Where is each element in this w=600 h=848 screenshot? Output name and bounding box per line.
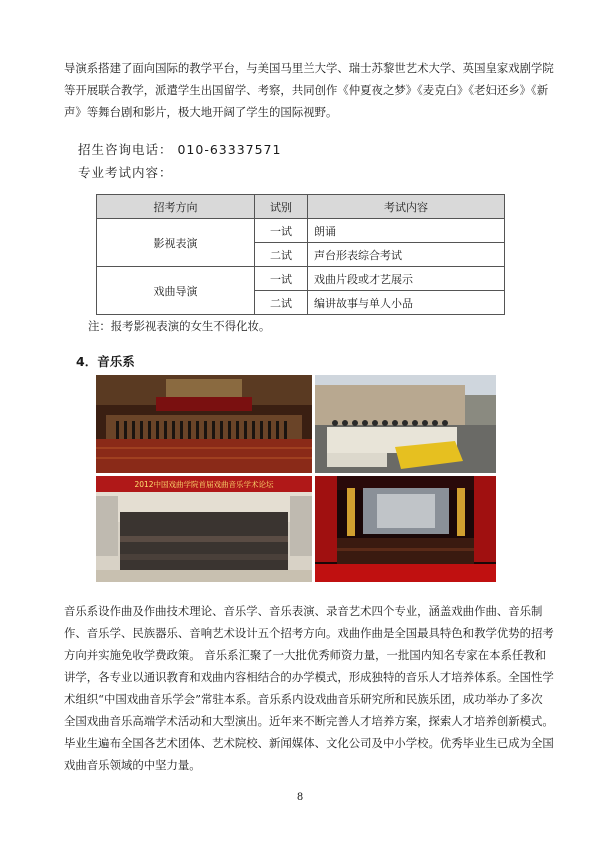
- section-title: 4．音乐系: [76, 354, 135, 369]
- round-cell: 二试: [255, 291, 308, 315]
- column-header: 招考方向: [97, 195, 255, 219]
- exam-content-heading: 专业考试内容：: [78, 165, 173, 180]
- table-header-row: [97, 195, 505, 219]
- forum-banner-text: 2012中国戏曲学院首届戏曲音乐学术论坛: [134, 480, 274, 489]
- exam-table: [96, 194, 505, 315]
- round-cell: 二试: [255, 243, 308, 267]
- admission-phone: 招生咨询电话： 010-63337571: [78, 142, 282, 157]
- intro-paragraph: 导演系搭建了面向国际的教学平台，与美国马里兰大学、瑞士苏黎世艺术大学、英国皇家戏剧学院等开展联合教学，派遣学生出国留学、考察，共同创作《仲夏夜之梦》《麦克白》《老妇还乡》《新声》等舞台剧和影片，极大地开阔了学生的国际视野。: [64, 61, 554, 119]
- content-cell: 戏曲片段或才艺展示: [308, 267, 505, 291]
- photo-concert-hall: [96, 375, 312, 473]
- makeup-note: 注：报考影视表演的女生不得化妆。: [88, 319, 271, 333]
- photo-orchestra-stage: [315, 476, 496, 582]
- column-header: 试别: [255, 195, 308, 219]
- table-row: [97, 267, 505, 291]
- content-cell: 编讲故事与单人小品: [308, 291, 505, 315]
- column-header: 考试内容: [308, 195, 505, 219]
- round-cell: 一试: [255, 267, 308, 291]
- table-row: [97, 219, 505, 243]
- content-cell: 朗诵: [308, 219, 505, 243]
- content-cell: 声台形表综合考试: [308, 243, 505, 267]
- direction-cell: 戏曲导演: [97, 267, 255, 315]
- round-cell: 一试: [255, 219, 308, 243]
- photo-forum-group: [96, 476, 312, 582]
- direction-cell: 影视表演: [97, 219, 255, 267]
- photo-outdoor-group: [315, 375, 496, 473]
- page-number: 8: [296, 792, 304, 803]
- music-department-paragraph: 音乐系设作曲及作曲技术理论、音乐学、音乐表演、录音艺术四个专业，涵盖戏曲作曲、音乐制作、音乐学、民族器乐、音响艺术设计五个招考方向。戏曲作曲是全国最具特色和教学优势的招考方向并实施免收学费政策。 音乐系汇聚了一大批优秀师资力量，一批国内知名专家在本系任教和讲学，各专业以通识教育和戏曲内容相结合的办学模式，形成独特的音乐人才培养体系。全国性学术组织“中国戏曲音乐学会”常驻本系。音乐系内设戏曲音乐研究所和民族乐团，成功举办了多次全国戏曲音乐高端学术活动和大型演出。近年来不断完善人才培养方案，探索人才培养创新模式。毕业生遍布全国各艺术团体、艺术院校、新闻媒体、文化公司及中小学校。优秀毕业生已成为全国戏曲音乐领域的中坚力量。: [64, 604, 554, 772]
